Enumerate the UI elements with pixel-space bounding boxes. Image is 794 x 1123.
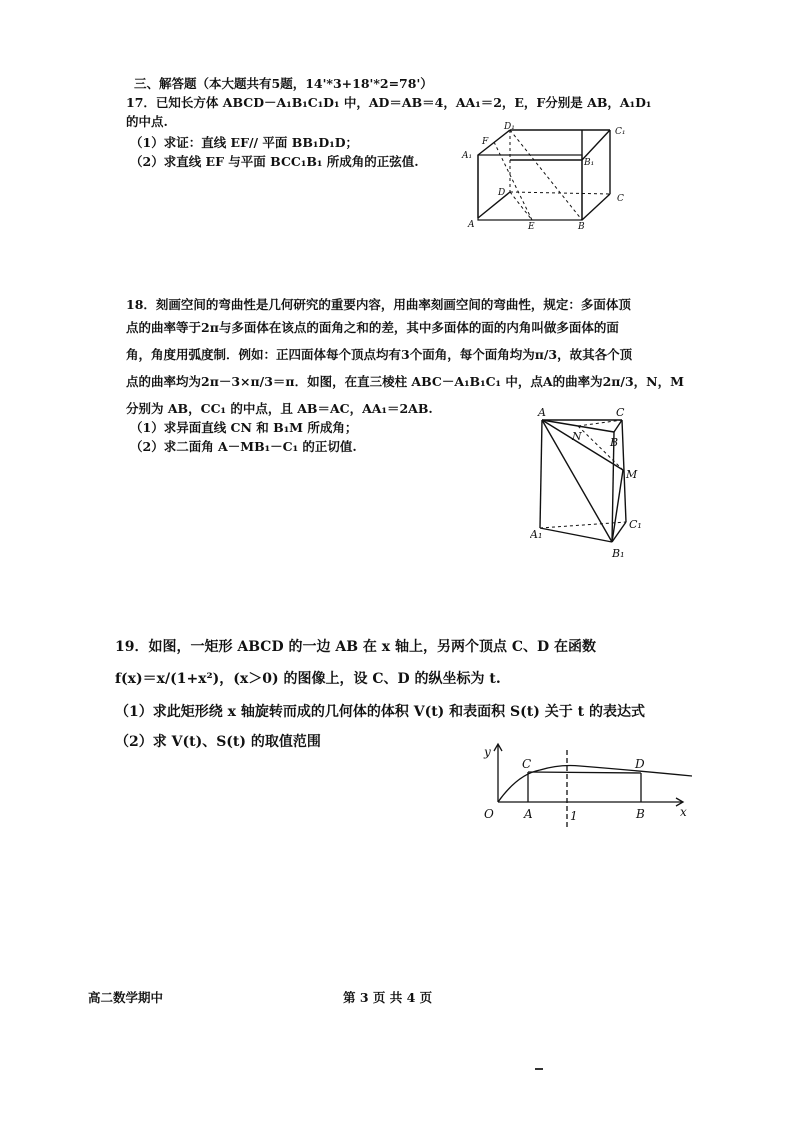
label-C1: C₁ [615, 127, 626, 137]
label-C: C [522, 757, 532, 771]
label-B1: B₁ [612, 547, 625, 560]
label-M: M [626, 468, 638, 481]
label-B: B [578, 222, 585, 232]
label-A: A [468, 220, 475, 230]
q18-line-2: 点的曲率等于2π与多面体在该点的面角之和的差，其中多面体的面的内角叫做多面体的面 [126, 320, 619, 335]
q17-cuboid-figure [460, 122, 635, 234]
label-A1: A₁ [530, 528, 543, 541]
label-C: C [617, 194, 624, 204]
label-A1: A₁ [462, 151, 473, 161]
label-A: A [538, 406, 546, 419]
label-O: O [484, 807, 494, 821]
q18-sub-2: （2）求二面角 A－MB₁－C₁ 的正切值. [130, 439, 357, 454]
label-D1: D₁ [504, 122, 515, 132]
q18-line-5: 分别为 AB，CC₁ 的中点，且 AB＝AC，AA₁＝2AB. [126, 401, 433, 416]
label-x: x [680, 805, 687, 819]
q19-line-1: 19．如图，一矩形 ABCD 的一边 AB 在 x 轴上，另两个顶点 C、D 在函数 [115, 639, 597, 655]
q19-graph-figure [470, 740, 692, 830]
label-F: F [482, 137, 489, 147]
q19-sub-2: （2）求 V(t)、S(t) 的取值范围 [115, 734, 321, 750]
q17-sub-1: （1）求证：直线 EF// 平面 BB₁D₁D； [130, 135, 359, 150]
label-1: 1 [570, 809, 578, 823]
label-A: A [524, 807, 533, 821]
q17-line-1: 17．已知长方体 ABCD－A₁B₁C₁D₁ 中，AD＝AB＝4，AA₁＝2，E，F分别是 AB，A₁D₁ [126, 95, 652, 110]
label-C1: C₁ [629, 518, 642, 531]
label-C: C [616, 406, 625, 419]
q17-sub-2: （2）求直线 EF 与平面 BCC₁B₁ 所成角的正弦值. [130, 154, 419, 169]
q18-line-3: 角，角度用弧度制．例如：正四面体每个顶点均有3个面角，每个面角均为π/3，故其各个顶 [126, 347, 633, 362]
q19-line-2: f(x)＝x/(1+x²)，(x＞0) 的图像上，设 C、D 的纵坐标为 t. [115, 671, 501, 687]
footer-course: 高二数学期中 [88, 990, 164, 1005]
label-D: D [498, 188, 506, 198]
label-y: y [484, 745, 491, 759]
label-E: E [528, 222, 535, 232]
q18-sub-1: （1）求异面直线 CN 和 B₁M 所成角； [130, 420, 358, 435]
q18-line-4: 点的曲率均为2π－3×π/3＝π．如图，在直三棱柱 ABC－A₁B₁C₁ 中，点A的曲率为2π/3，N，M [126, 374, 684, 389]
section-header: 三、解答题（本大题共有5题，14'*3+18'*2=78'） [134, 76, 433, 91]
footer-page-number: 第 3 页 共 4 页 [343, 990, 433, 1005]
label-B: B [636, 807, 645, 821]
scan-mark [535, 1068, 543, 1070]
label-B: B [610, 436, 619, 449]
label-B1: B₁ [584, 158, 595, 168]
q18-prism-figure [530, 402, 660, 564]
q19-sub-1: （1）求此矩形绕 x 轴旋转而成的几何体的体积 V(t) 和表面积 S(t) 关于 t 的表达式 [115, 704, 645, 720]
q18-line-1: 18．刻画空间的弯曲性是几何研究的重要内容，用曲率刻画空间的弯曲性，规定：多面体顶 [126, 297, 631, 312]
q17-line-2: 的中点. [126, 114, 168, 129]
label-N: N [572, 430, 582, 443]
label-D: D [635, 757, 645, 771]
